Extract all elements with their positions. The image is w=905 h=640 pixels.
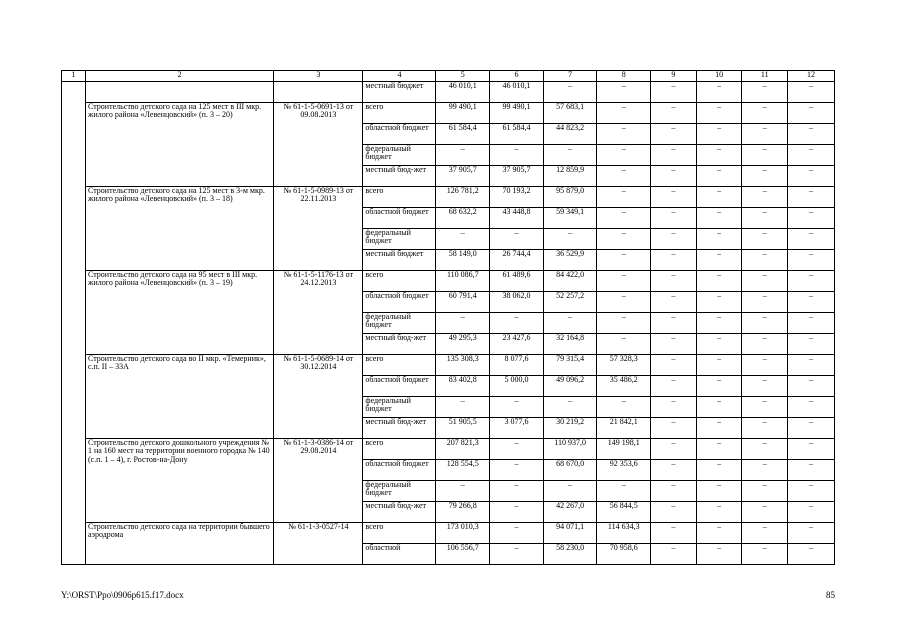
value-cell: – (490, 313, 544, 334)
project-name-cell: Строительство детского сада во II мкр. «Темерник», с.п. II – 33А (85, 355, 273, 439)
funding-source-cell: местный бюд-жет (363, 166, 436, 187)
table-row (62, 439, 835, 460)
value-cell: 37 905,7 (436, 166, 490, 187)
value-cell: – (696, 418, 742, 439)
value-cell: – (788, 523, 835, 544)
value-cell: – (597, 103, 651, 124)
project-code-cell: № 61-1-5-0691-13 от 09.08.2013 (274, 103, 363, 187)
value-cell: – (696, 355, 742, 376)
value-cell: – (696, 229, 742, 250)
value-cell: – (788, 418, 835, 439)
funding-source-cell: всего (363, 103, 436, 124)
value-cell: – (597, 145, 651, 166)
value-cell: 3 077,6 (490, 418, 544, 439)
funding-source-cell: всего (363, 439, 436, 460)
value-cell: – (742, 376, 788, 397)
value-cell: – (651, 313, 697, 334)
value-cell: – (788, 82, 835, 103)
value-cell: 42 267,0 (543, 502, 597, 523)
value-cell: – (490, 481, 544, 502)
value-cell: – (651, 229, 697, 250)
value-cell: 70 193,2 (490, 187, 544, 208)
value-cell: – (543, 313, 597, 334)
value-cell: – (788, 229, 835, 250)
table-row (62, 355, 835, 376)
col-header: 1 (62, 71, 86, 82)
value-cell: 56 844,5 (597, 502, 651, 523)
value-cell: – (651, 502, 697, 523)
project-name-cell (85, 82, 273, 103)
value-cell: 57 683,1 (543, 103, 597, 124)
funding-source-cell: федеральный бюджет (363, 229, 436, 250)
value-cell: – (651, 544, 697, 565)
value-cell: – (651, 418, 697, 439)
value-cell: 51 905,5 (436, 418, 490, 439)
value-cell: – (788, 439, 835, 460)
col-header: 3 (274, 71, 363, 82)
value-cell: – (490, 229, 544, 250)
project-name-cell: Строительство детского сада на 125 мест в III мкр. жилого района «Левенцовский» (п. 3 – 20) (85, 103, 273, 187)
value-cell: – (742, 187, 788, 208)
value-cell: – (742, 166, 788, 187)
table-row (62, 82, 835, 103)
value-cell: – (696, 166, 742, 187)
col-header: 7 (543, 71, 597, 82)
value-cell: – (490, 439, 544, 460)
value-cell: – (742, 208, 788, 229)
project-code-cell (274, 82, 363, 103)
value-cell: – (597, 271, 651, 292)
col-header: 5 (436, 71, 490, 82)
value-cell: – (651, 271, 697, 292)
table-row (62, 523, 835, 544)
funding-source-cell: областной бюджет (363, 208, 436, 229)
funding-source-cell: всего (363, 271, 436, 292)
value-cell: – (742, 271, 788, 292)
value-cell: 99 490,1 (490, 103, 544, 124)
funding-source-cell: федеральный бюджет (363, 145, 436, 166)
value-cell: – (696, 481, 742, 502)
value-cell: – (597, 334, 651, 355)
funding-source-cell: областной бюджет (363, 376, 436, 397)
table-row (62, 103, 835, 124)
value-cell: 38 062,0 (490, 292, 544, 313)
funding-source-cell: местный бюд-жет (363, 334, 436, 355)
value-cell: – (543, 397, 597, 418)
funding-source-cell: федеральный бюджет (363, 313, 436, 334)
funding-source-cell: всего (363, 523, 436, 544)
value-cell: 99 490,1 (436, 103, 490, 124)
row-number-cell (62, 82, 86, 565)
file-path: Y:\ORST\Ppo\0906p615.f17.docx (61, 590, 184, 600)
value-cell: – (788, 376, 835, 397)
value-cell: – (490, 523, 544, 544)
value-cell: – (788, 166, 835, 187)
value-cell: 44 823,2 (543, 124, 597, 145)
value-cell: 61 489,6 (490, 271, 544, 292)
value-cell: – (788, 250, 835, 271)
col-header: 9 (651, 71, 697, 82)
value-cell: 94 071,1 (543, 523, 597, 544)
funding-source-cell: областной бюджет (363, 124, 436, 145)
value-cell: – (543, 229, 597, 250)
value-cell: 43 448,8 (490, 208, 544, 229)
value-cell: – (651, 145, 697, 166)
value-cell: – (788, 313, 835, 334)
funding-source-cell: всего (363, 355, 436, 376)
value-cell: – (651, 250, 697, 271)
value-cell: 135 308,3 (436, 355, 490, 376)
value-cell: – (742, 481, 788, 502)
value-cell: 37 905,7 (490, 166, 544, 187)
value-cell: – (742, 124, 788, 145)
value-cell: – (490, 145, 544, 166)
value-cell: 23 427,6 (490, 334, 544, 355)
value-cell: – (742, 82, 788, 103)
value-cell: 92 353,6 (597, 460, 651, 481)
value-cell: – (490, 502, 544, 523)
value-cell: – (597, 313, 651, 334)
value-cell: – (651, 355, 697, 376)
value-cell: 12 859,9 (543, 166, 597, 187)
value-cell: 61 584,4 (490, 124, 544, 145)
value-cell: – (696, 397, 742, 418)
funding-source-cell: федеральный бюджет (363, 397, 436, 418)
funding-source-cell: местный бюд-жет (363, 418, 436, 439)
value-cell: – (597, 124, 651, 145)
header-row (62, 71, 835, 82)
value-cell: – (788, 187, 835, 208)
table-body (62, 82, 835, 565)
value-cell: – (436, 481, 490, 502)
value-cell: 21 842,1 (597, 418, 651, 439)
col-header: 10 (696, 71, 742, 82)
value-cell: 79 315,4 (543, 355, 597, 376)
value-cell: 126 781,2 (436, 187, 490, 208)
value-cell: – (651, 397, 697, 418)
value-cell: – (696, 502, 742, 523)
value-cell: – (696, 82, 742, 103)
value-cell: – (788, 544, 835, 565)
project-name-cell: Строительство детского сада на 95 мест в III мкр. жилого района «Левенцовский» (п. 3 – 19) (85, 271, 273, 355)
value-cell: 68 670,0 (543, 460, 597, 481)
funding-source-cell: областной (363, 544, 436, 565)
value-cell: – (696, 103, 742, 124)
value-cell: – (788, 481, 835, 502)
value-cell: – (696, 460, 742, 481)
value-cell: – (696, 250, 742, 271)
project-code-cell: № 61-1-5-1176-13 от 24.12.2013 (274, 271, 363, 355)
table-row (62, 271, 835, 292)
project-name-cell: Строительство детского сада на территории бывшего аэродрома (85, 523, 273, 565)
value-cell: – (597, 82, 651, 103)
value-cell: – (651, 481, 697, 502)
col-header: 6 (490, 71, 544, 82)
value-cell: – (788, 103, 835, 124)
value-cell: – (788, 271, 835, 292)
value-cell: – (788, 502, 835, 523)
col-header: 2 (85, 71, 273, 82)
value-cell: – (490, 460, 544, 481)
value-cell: 52 257,2 (543, 292, 597, 313)
value-cell: 128 554,5 (436, 460, 490, 481)
col-header: 12 (788, 71, 835, 82)
value-cell: – (742, 502, 788, 523)
value-cell: 84 422,0 (543, 271, 597, 292)
value-cell: – (651, 439, 697, 460)
value-cell: 49 295,3 (436, 334, 490, 355)
value-cell: – (436, 313, 490, 334)
value-cell: – (436, 397, 490, 418)
value-cell: – (696, 292, 742, 313)
value-cell: – (696, 145, 742, 166)
value-cell: – (742, 145, 788, 166)
value-cell: – (436, 145, 490, 166)
value-cell: – (490, 544, 544, 565)
value-cell: 83 402,8 (436, 376, 490, 397)
value-cell: – (788, 460, 835, 481)
value-cell: – (651, 124, 697, 145)
value-cell: – (696, 313, 742, 334)
page-number: 85 (826, 590, 835, 600)
value-cell: 46 010,1 (490, 82, 544, 103)
value-cell: – (696, 208, 742, 229)
col-header: 4 (363, 71, 436, 82)
budget-table (61, 70, 835, 565)
value-cell: – (651, 292, 697, 313)
value-cell: 60 791,4 (436, 292, 490, 313)
funding-source-cell: федеральный бюджет (363, 481, 436, 502)
value-cell: – (696, 439, 742, 460)
funding-source-cell: областной бюджет (363, 460, 436, 481)
value-cell: – (742, 229, 788, 250)
value-cell: – (742, 334, 788, 355)
value-cell: – (696, 187, 742, 208)
value-cell: – (742, 460, 788, 481)
value-cell: 70 958,6 (597, 544, 651, 565)
project-code-cell: № 61-1-5-0689-14 от 30.12.2014 (274, 355, 363, 439)
value-cell: – (597, 166, 651, 187)
value-cell: – (543, 82, 597, 103)
value-cell: 32 164,8 (543, 334, 597, 355)
funding-source-cell: местный бюд-жет (363, 502, 436, 523)
value-cell: – (696, 523, 742, 544)
value-cell: 61 584,4 (436, 124, 490, 145)
value-cell: 110 937,0 (543, 439, 597, 460)
table-row (62, 187, 835, 208)
funding-source-cell: областной бюджет (363, 292, 436, 313)
value-cell: 26 744,4 (490, 250, 544, 271)
project-name-cell: Строительство детского дошкольного учреждения № 1 на 160 мест на территории военного городка № 140 (с.п. 1 – 4), г. Ростов-на-Дону (85, 439, 273, 523)
value-cell: – (490, 397, 544, 418)
value-cell: 57 328,3 (597, 355, 651, 376)
value-cell: – (742, 292, 788, 313)
value-cell: 49 096,2 (543, 376, 597, 397)
value-cell: – (597, 397, 651, 418)
value-cell: 35 486,2 (597, 376, 651, 397)
value-cell: – (788, 208, 835, 229)
project-name-cell: Строительство детского сада на 125 мест в 3-м мкр. жилого района «Левенцовский» (п. 3 – 18) (85, 187, 273, 271)
value-cell: – (742, 439, 788, 460)
project-code-cell: № 61-1-3-0386-14 от 29.08.2014 (274, 439, 363, 523)
funding-source-cell: всего (363, 187, 436, 208)
value-cell: – (696, 544, 742, 565)
value-cell: – (651, 460, 697, 481)
value-cell: – (597, 481, 651, 502)
value-cell: – (651, 166, 697, 187)
value-cell: – (742, 418, 788, 439)
value-cell: – (597, 208, 651, 229)
value-cell: 46 010,1 (436, 82, 490, 103)
value-cell: 95 879,0 (543, 187, 597, 208)
value-cell: 36 529,9 (543, 250, 597, 271)
col-header: 8 (597, 71, 651, 82)
value-cell: – (742, 523, 788, 544)
value-cell: – (651, 103, 697, 124)
value-cell: – (788, 124, 835, 145)
value-cell: – (597, 229, 651, 250)
value-cell: – (597, 250, 651, 271)
value-cell: 59 349,1 (543, 208, 597, 229)
project-code-cell: № 61-1-5-0989-13 от 22.11.2013 (274, 187, 363, 271)
value-cell: – (651, 187, 697, 208)
value-cell: – (543, 481, 597, 502)
value-cell: 207 821,3 (436, 439, 490, 460)
value-cell: – (651, 376, 697, 397)
value-cell: 114 634,3 (597, 523, 651, 544)
value-cell: 58 230,0 (543, 544, 597, 565)
funding-source-cell: местный бюджет (363, 250, 436, 271)
value-cell: – (597, 292, 651, 313)
value-cell: – (543, 145, 597, 166)
col-header: 11 (742, 71, 788, 82)
value-cell: – (788, 355, 835, 376)
value-cell: – (651, 82, 697, 103)
value-cell: – (788, 145, 835, 166)
value-cell: – (788, 334, 835, 355)
value-cell: – (696, 334, 742, 355)
value-cell: – (651, 208, 697, 229)
value-cell: – (696, 271, 742, 292)
value-cell: 79 266,8 (436, 502, 490, 523)
value-cell: 5 000,0 (490, 376, 544, 397)
value-cell: – (742, 250, 788, 271)
value-cell: – (788, 292, 835, 313)
value-cell: – (696, 124, 742, 145)
value-cell: – (788, 397, 835, 418)
value-cell: 110 086,7 (436, 271, 490, 292)
value-cell: 58 149,0 (436, 250, 490, 271)
value-cell: – (651, 523, 697, 544)
funding-source-cell: местный бюджет (363, 82, 436, 103)
value-cell: – (742, 103, 788, 124)
value-cell: 173 010,3 (436, 523, 490, 544)
value-cell: – (742, 397, 788, 418)
value-cell: – (742, 355, 788, 376)
value-cell: – (742, 544, 788, 565)
value-cell: – (696, 376, 742, 397)
value-cell: – (436, 229, 490, 250)
value-cell: 149 198,1 (597, 439, 651, 460)
value-cell: – (742, 313, 788, 334)
project-code-cell: № 61-1-3-0527-14 (274, 523, 363, 565)
value-cell: – (651, 334, 697, 355)
value-cell: 30 219,2 (543, 418, 597, 439)
value-cell: 68 632,2 (436, 208, 490, 229)
value-cell: 8 077,6 (490, 355, 544, 376)
value-cell: – (597, 187, 651, 208)
value-cell: 106 556,7 (436, 544, 490, 565)
